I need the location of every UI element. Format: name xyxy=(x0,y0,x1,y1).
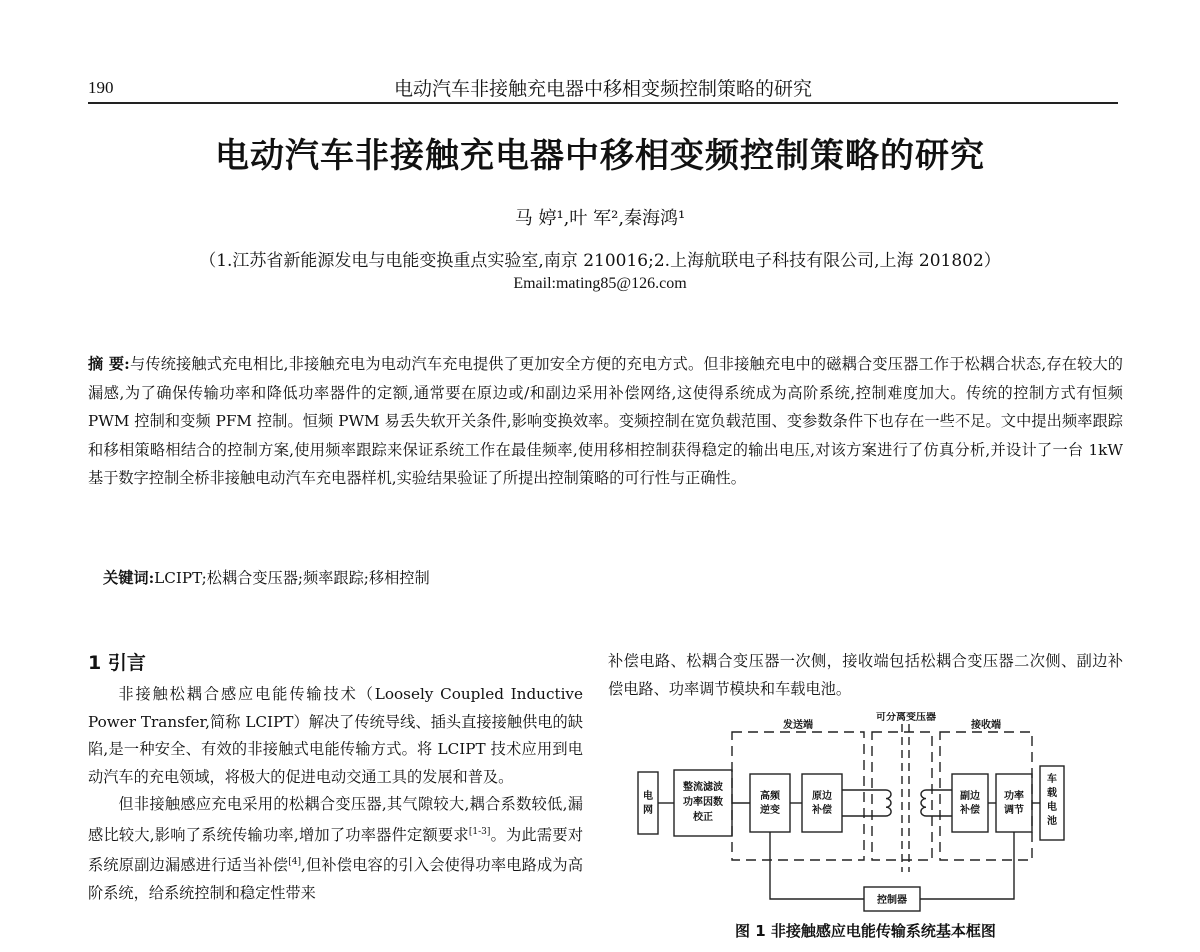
abstract-text: 与传统接触式充电相比,非接触充电为电动汽车充电提供了更加安全方便的充电方式。但非接触充电中的磁耦合变压器工作于松耦合状态,存在较大的漏感,为了确保传输功率和降低功率器件的定额,通常要在原边或/和副边采用补偿网络,这使得系统成为高阶系统,控制难度加大。传统的控制方式有恒频 PWM 控制和变频 PFM 控制。恒频 PWM 易丢失软开关条件,影响变换效率。变频控制在宽负载范围、变参数条件下也存在一些不足。文中提出频率跟踪和移相策略相结合的控制方案,使用频率跟踪来保证系统工作在最佳频率,使用移相控制获得稳定的输出电压,对该方案进行了仿真分析,并设计了一台 1kW 基于数字控制全桥非接触电动汽车充电器样机,实验结果验证了所提出控制策略的可行性与正确性。 xyxy=(88,355,1123,487)
label-power-reg-1: 功率 xyxy=(1004,791,1024,802)
label-transmitter: 发送端 xyxy=(783,720,813,731)
secondary-coil-icon xyxy=(921,790,926,816)
keywords-text: LCIPT;松耦合变压器;频率跟踪;移相控制 xyxy=(154,569,430,587)
keywords-label: 关键词: xyxy=(103,569,155,587)
label-battery-1: 车 xyxy=(1047,774,1057,785)
affiliation: （1.江苏省新能源发电与电能变换重点实验室,南京 210016;2.上海航联电子科技有限公司,上海 201802） xyxy=(199,251,1001,271)
right-column-paragraph: 补偿电路、松耦合变压器一次侧，接收端包括松耦合变压器二次侧、副边补偿电路、功率调节模块和车载电池。 xyxy=(608,652,1123,698)
grid-box xyxy=(638,772,658,834)
label-rectifier-1: 整流滤波 xyxy=(683,782,723,793)
label-grid-1: 电 xyxy=(643,791,653,802)
label-inverter-1: 高频 xyxy=(760,791,780,802)
label-primary-comp-1: 原边 xyxy=(812,791,832,802)
block-diagram-svg xyxy=(630,712,1070,917)
label-inverter-2: 逆变 xyxy=(760,805,780,816)
author-list: 马 婷¹,叶 军²,秦海鸿¹ xyxy=(514,208,686,229)
label-receiver: 接收端 xyxy=(971,720,1001,731)
label-grid-2: 网 xyxy=(643,805,653,816)
section-heading-introduction: 1 引言 xyxy=(88,652,146,674)
page-number: 190 xyxy=(88,78,114,97)
paper-title: 电动汽车非接触充电器中移相变频控制策略的研究 xyxy=(215,136,985,176)
left-column xyxy=(88,648,583,907)
running-title: 电动汽车非接触充电器中移相变频控制策略的研究 xyxy=(393,78,812,100)
citation-1-3: [1-3] xyxy=(468,826,491,837)
secondary-comp-box xyxy=(952,774,988,832)
figure-1-block-diagram xyxy=(630,712,1070,917)
transmitter-group-box xyxy=(732,732,864,860)
intro-p2-part-a: 但非接触感应充电采用的松耦合变压器,其气隙较大,耦合系数较低,漏感比较大,影响了系统传输功率,增加了功率器件定额要求 xyxy=(88,795,583,844)
label-secondary-comp-2: 补偿 xyxy=(960,805,980,816)
running-header xyxy=(88,72,1118,104)
label-rectifier-2: 功率因数 xyxy=(683,797,723,808)
intro-paragraph-1: 非接触松耦合感应电能传输技术（Loosely Coupled Inductive Power Transfer,简称 LCIPT）解决了传统导线、插头直接接触供电的缺陷,是一种安全、有效的非接触式电能传输方式。将 LCIPT 技术应用到电动汽车的充电领域，将极大的促进电动交通工具的发展和普及。 xyxy=(88,685,583,786)
figure-1-caption: 图 1 非接触感应电能传输系统基本框图 xyxy=(735,922,996,940)
abstract-label: 摘 要: xyxy=(88,355,130,373)
citation-4: [4] xyxy=(288,857,301,868)
label-controller: 控制器 xyxy=(877,895,907,906)
right-column xyxy=(608,648,1123,703)
primary-coil-icon xyxy=(886,790,891,816)
contact-email: Email:mating85@126.com xyxy=(513,275,687,292)
label-battery-4: 池 xyxy=(1047,816,1057,827)
label-rectifier-3: 校正 xyxy=(693,812,713,823)
keywords xyxy=(103,567,430,588)
label-power-reg-2: 调节 xyxy=(1004,805,1024,816)
power-reg-box xyxy=(996,774,1032,832)
label-battery-3: 电 xyxy=(1047,802,1057,813)
label-secondary-comp-1: 副边 xyxy=(960,791,980,802)
primary-comp-box xyxy=(802,774,842,832)
label-battery-2: 载 xyxy=(1047,788,1057,799)
label-primary-comp-2: 补偿 xyxy=(812,805,832,816)
intro-paragraph-2 xyxy=(88,791,583,907)
intro-p2-part-c: ,但补偿电容的引入会使得功率电路成为高阶系统，给系统控制和稳定性带来 xyxy=(88,856,584,902)
abstract xyxy=(88,350,1123,493)
intro-p2-part-b: 。为此需要对系统原副边漏感进行适当补偿 xyxy=(88,825,584,875)
inverter-box xyxy=(750,774,790,832)
label-separable-transformer: 可分离变压器 xyxy=(876,712,936,723)
